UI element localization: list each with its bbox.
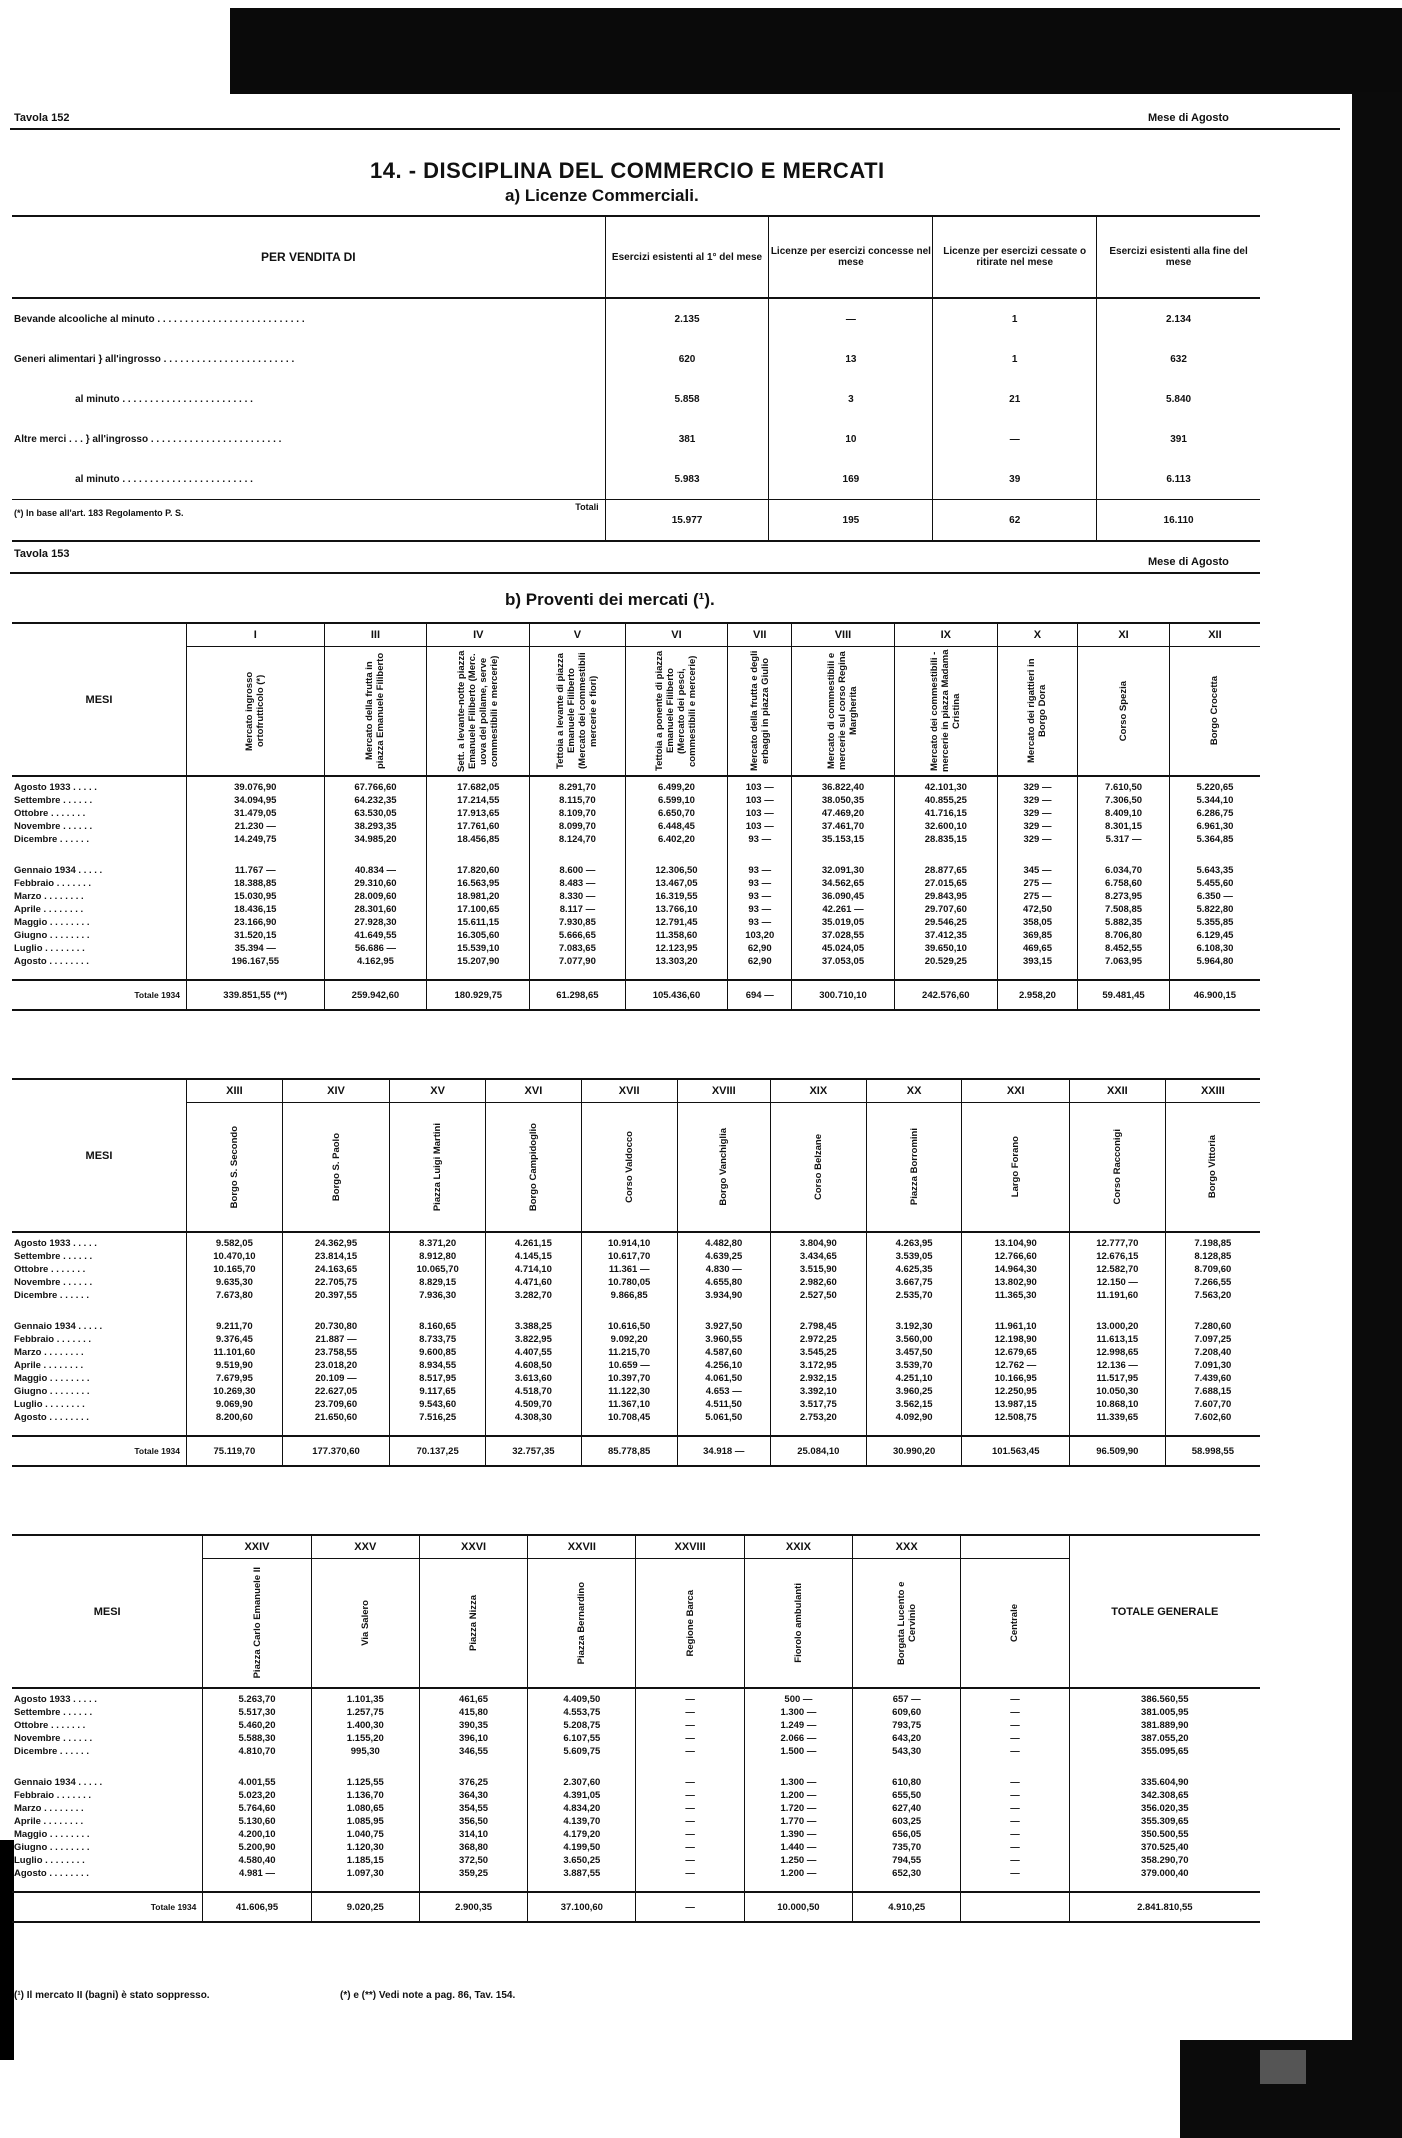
market-col-header: Corso Belzane	[770, 1103, 866, 1233]
table-row: Agosto 1933 . . . . . Settembre . . . . . . Ottobre . . . . . . . Novembre . . . . . . Dicembre . . . . . . 9.582,05 10.470,10 10.165,70 9.635,30 7.673,80 24.362,95 23.814,15 24.163,65 22.705,75 20.397,55 8.371,20 8.912,80 10.065,70 8.829,15 7.936,30 4.261,15 4.145,15 4.714,10 4.471,60 3.282,70 10.914,10 10.617,70 11.361 — 10.780,05 9.866,85 4.482,80 4.639,25 4.830 — 4.655,80 3.934,90 3.804,90 3.434,65 3.515,90 2.982,60 2.527,50 4.263,95 3.539,05 4.625,35 3.667,75 2.535,70 13.104,90 12.766,60 14.964,30 13.802,90 11.365,30 12.777,70 12.676,15 12.582,70 12.150 — 11.191,60 7.198,85 8.128,85 8.709,60 7.266,55 7.563,20	[12, 1232, 1260, 1316]
market-col-header: Piazza Nizza	[419, 1559, 527, 1689]
scan-bottom-corner	[1180, 2040, 1402, 2138]
market-col-header: Via Salero	[311, 1559, 419, 1689]
market-col-header: Piazza Carlo Emanuele II	[203, 1559, 311, 1689]
table-row: Agosto 1933 . . . . . Settembre . . . . . . Ottobre . . . . . . . Novembre . . . . . . Dicembre . . . . . . 5.263,70 5.517,30 5.460,20 5.588,30 4.810,70 1.101,35 1.257,75 1.400,30 1.155,20 995,30 461,65 415,80 390,35 396,10 346,55 4.409,50 4.553,75 5.208,75 6.107,55 5.609,75 — — — — — 500 — 1.300 — 1.249 — 2.066 — 1.500 — 657 — 609,60 793,75 643,20 543,30 — — — — — 386.560,55 381.005,95 381.889,90 387.055,20 355.095,65	[12, 1688, 1260, 1772]
licenze-row: Bevande alcooliche al minuto . . . . . . . . . . . . . . . . . . . . . . . . . . . 2.135 — 1 2.134	[12, 298, 1260, 339]
mesi-header: MESI	[12, 623, 187, 776]
total-row: Totale 1934 339.851,55 (**) 259.942,60 180.929,75 61.298,65 105.436,60 694 — 300.710,10 242.576,60 2.958,20 59.481,45 46.900,15	[12, 980, 1260, 1010]
market-col-header: Mercato dei rigattieri in Borgo Dora	[997, 647, 1077, 777]
col-licenze-cess: Licenze per esercizi cessate o ritirate nel mese	[933, 216, 1097, 298]
table-152-label: Tavola 152	[14, 112, 70, 124]
market-col-header: Regione Barca	[636, 1559, 744, 1689]
footnote-mercato-ii: (¹) Il mercato II (bagni) è stato soppresso.	[14, 1990, 210, 2001]
table-153-label: Tavola 153	[14, 548, 70, 560]
section-title: 14. - DISCIPLINA DEL COMMERCIO E MERCATI	[370, 158, 885, 183]
market-col-header: Borgo Vittoria	[1165, 1103, 1260, 1233]
mesi-header: MESI	[12, 1079, 187, 1232]
table-153-month: Mese di Agosto	[1148, 556, 1229, 568]
mesi-header: MESI	[12, 1535, 203, 1688]
market-col-header: Corso Valdocco	[581, 1103, 677, 1233]
scan-top-border	[0, 0, 1402, 92]
licenze-row: Altre merci . . . } all'ingrosso . . . . . . . . . . . . . . . . . . . . . . . . 381 10 — 391	[12, 419, 1260, 459]
licenze-row: al minuto . . . . . . . . . . . . . . . . . . . . . . . . 5.858 3 21 5.840	[12, 379, 1260, 419]
market-col-header: Mercato dei commestibili - mercerie in piazza Madama Cristina	[894, 647, 997, 777]
subtitle-licenze: a) Licenze Commerciali.	[505, 186, 699, 205]
total-row: Totale 1934 41.606,95 9.020,25 2.900,35 37.100,60 — 10.000,50 4.910,25 2.841.810,55	[12, 1892, 1260, 1922]
totali-label: Totali	[575, 502, 599, 512]
market-col-header: Tettoia a ponente di piazza Emanuele Filiberto (Mercato dei pesci, commestibili e mercerie)	[625, 647, 728, 777]
licenze-table	[12, 215, 1260, 542]
market-col-header: Tettoia a levante di piazza Emanuele Filiberto (Mercato dei commestibili mercerie e fiori)	[530, 647, 625, 777]
market-col-header: Piazza Borromini	[866, 1103, 962, 1233]
market-col-header: Corso Spezia	[1078, 647, 1170, 777]
market-col-header: Borgo S. Paolo	[282, 1103, 389, 1233]
total-row: Totale 1934 75.119,70 177.370,60 70.137,25 32.757,35 85.778,85 34.918 — 25.084,10 30.990,20 101.563,45 96.509,90 58.998,55	[12, 1436, 1260, 1466]
col-licenze-conc: Licenze per esercizi concesse nel mese	[769, 216, 933, 298]
market-col-header: Borgo S. Secondo	[187, 1103, 283, 1233]
market-col-header: Borgata Lucento e Cervinio	[853, 1559, 961, 1689]
proventi-table-2: MESI XIII XIV XV XVI XVII XVIII XIX XX XXI XXII XXIII Borgo S. Secondo Borgo S. Paolo Piazza Luigi Martini Borgo Campidoglio Corso Valdocco Borgo Vanchiglia Corso Belzane Piazza Borromini Largo Forano Corso Racconigi Borgo Vittoria Agosto 1933 . . . . . Settembre . . . . . . Ottobre . . . . . . . Novembre . . . . . . Dicembre . . . . . . 9.582,05 10.470,10 10.165,70 9.635,30 7.673,80 24.362,95 23.814,15 24.163,65 22.705,75 20.397,55 8.371,20 8.912,80 10.065,70 8.829,15 7.936,30 4.261,15 4.145,15 4.714,10 4.471,60 3.282,70 10.914,10 10.617,70 11.361 — 10.780,05 9.866,85 4.482,80 4.639,25 4.830 — 4.655,80 3.934,90 3.804,90 3.434,65 3.515,90 2.982,60 2.527,50 4.263,95 3.539,05 4.625,35 3.667,75 2.535,70 13.104,90 12.766,60 14.964,30 13.802,90 11.365,30 12.777,70 12.676,15 12.582,70 12.150 — 11.191,60 7.198,85 8.128,85 8.709,60 7.266,55 7.563,20 Gennaio 1934 . . . . . Febbraio . . . . . . . Marzo . . . . . . . . Aprile . . . . . . . . Maggio . . . . . . . . Giugno . . . . . . . . Luglio . . . . . . . . Agosto . . . . . . . . 9.211,70 9.376,45 11.101,60 9.519,90 7.679,95 10.269,30 9.069,90 8.200,60 20.730,80 21.887 — 23.758,55 23.018,20 20.109 — 22.627,05 23.709,60 21.650,60 8.160,65 8.733,75 9.600,85 8.934,55 8.517,95 9.117,65 9.543,60 7.516,25 3.388,25 3.822,95 4.407,55 4.608,50 3.613,60 4.518,70 4.509,70 4.308,30 10.616,50 9.092,20 11.215,70 10.659 — 10.397,70 11.122,30 11.367,10 10.708,45 3.927,50 3.960,55 4.587,60 4.256,10 4.061,50 4.653 — 4.511,50 5.061,50 2.798,45 2.972,25 3.545,25 3.172,95 2.932,15 3.392,10 3.517,75 2.753,20 3.192,30 3.560,00 3.457,50 3.539,70 4.251,10 3.960,25 3.562,15 4.092,90 11.961,10 12.198,90 12.679,65 12.762 — 10.166,95 12.250,95 13.987,15 12.508,75 13.000,20 11.613,15 12.998,65 12.136 — 11.517,95 10.050,30 10.868,10 11.339,65 7.280,60 7.097,25 7.208,40 7.091,30 7.439,60 7.688,15 7.607,70 7.602,60 Totale 1934 75.119,70 177.370,60 70.137,25 32.757,35 85.778,85 34.918 — 25.084,10 30.990,20 101.563,45 96.509,90 58.998,55	[12, 1078, 1260, 1467]
footnote-regolamento: (*) In base all'art. 183 Regolamento P. S.	[14, 508, 184, 518]
table-row: Gennaio 1934 . . . . . Febbraio . . . . . . . Marzo . . . . . . . . Aprile . . . . . . . . Maggio . . . . . . . . Giugno . . . . . . . . Luglio . . . . . . . . Agosto . . . . . . . . 4.001,55 5.023,20 5.764,60 5.130,60 4.200,10 5.200,90 4.580,40 4.981 — 1.125,55 1.136,70 1.080,65 1.085,95 1.040,75 1.120,30 1.185,15 1.097,30 376,25 364,30 354,55 356,50 314,10 368,80 372,50 359,25 2.307,60 4.391,05 4.834,20 4.139,70 4.179,20 4.199,50 3.650,25 3.887,55 — — — — — — — — 1.300 — 1.200 — 1.720 — 1.770 — 1.390 — 1.440 — 1.250 — 1.200 — 610,80 655,50 627,40 603,25 656,05 735,70 794,55 652,30 — — — — — — — — 335.604,90 342.308,65 356.020,35 355.309,65 350.500,55 370.525,40 358.290,70 379.000,40	[12, 1772, 1260, 1892]
proventi-table-3: MESI XXIV XXV XXVI XXVII XXVIII XXIX XXX TOTALE GENERALE Piazza Carlo Emanuele II Via Salero Piazza Nizza Piazza Bernardino Regione Barca Fiorolo ambulanti Borgata Lucento e Cervinio Centrale Agosto 1933 . . . . . Settembre . . . . . . Ottobre . . . . . . . Novembre . . . . . . Dicembre . . . . . . 5.263,70 5.517,30 5.460,20 5.588,30 4.810,70 1.101,35 1.257,75 1.400,30 1.155,20 995,30 461,65 415,80 390,35 396,10 346,55 4.409,50 4.553,75 5.208,75 6.107,55 5.609,75 — — — — — 500 — 1.300 — 1.249 — 2.066 — 1.500 — 657 — 609,60 793,75 643,20 543,30 — — — — — 386.560,55 381.005,95 381.889,90 387.055,20 355.095,65 Gennaio 1934 . . . . . Febbraio . . . . . . . Marzo . . . . . . . . Aprile . . . . . . . . Maggio . . . . . . . . Giugno . . . . . . . . Luglio . . . . . . . . Agosto . . . . . . . . 4.001,55 5.023,20 5.764,60 5.130,60 4.200,10 5.200,90 4.580,40 4.981 — 1.125,55 1.136,70 1.080,65 1.085,95 1.040,75 1.120,30 1.185,15 1.097,30 376,25 364,30 354,55 356,50 314,10 368,80 372,50 359,25 2.307,60 4.391,05 4.834,20 4.139,70 4.179,20 4.199,50 3.650,25 3.887,55 — — — — — — — — 1.300 — 1.200 — 1.720 — 1.770 — 1.390 — 1.440 — 1.250 — 1.200 — 610,80 655,50 627,40 603,25 656,05 735,70 794,55 652,30 — — — — — — — — 335.604,90 342.308,65 356.020,35 355.309,65 350.500,55 370.525,40 358.290,70 379.000,40 Totale 1934 41.606,95 9.020,25 2.900,35 37.100,60 — 10.000,50 4.910,25 2.841.810,55	[12, 1534, 1260, 1923]
market-col-header: Sett. a levante-notte piazza Emanuele Filiberto (Merc. uova del pollame, serve commestibili e mercerie)	[427, 647, 530, 777]
market-col-header: Borgo Crocetta	[1169, 647, 1260, 777]
market-col-header: Mercato della frutta in piazza Emanuele Filiberto	[324, 647, 427, 777]
market-col-header: Borgo Vanchiglia	[677, 1103, 770, 1233]
footnote-vedi-note: (*) e (**) Vedi note a pag. 86, Tav. 154.	[340, 1990, 516, 2001]
market-col-header: Piazza Luigi Martini	[390, 1103, 486, 1233]
proventi-table-1: MESI I III IV V VI VII VIII IX X XI XII Mercato ingrosso ortofrutticolo (*) Mercato della frutta in piazza Emanuele Filiberto Sett. a levante-notte piazza Emanuele Filiberto (Merc. uova del pollame, serve commestibili e mercerie) Tettoia a levante di piazza Emanuele Filiberto (Mercato dei commestibili mercerie e fiori) Tettoia a ponente di piazza Emanuele Filiberto (Mercato dei pesci, commestibili e mercerie) Mercato della frutta e degli erbaggi in piazza Giulio Mercato di commestibili e mercerie sul corso Regina Margherita Mercato dei commestibili - mercerie in piazza Madama Cristina Mercato dei rigattieri in Borgo Dora Corso Spezia Borgo Crocetta Agosto 1933 . . . . . Settembre . . . . . . Ottobre . . . . . . . Novembre . . . . . . Dicembre . . . . . . 39.076,90 34.094,95 31.479,05 21.230 — 14.249,75 67.766,60 64.232,35 63.530,05 38.293,35 34.985,20 17.682,05 17.214,55 17.913,65 17.761,60 18.456,85 8.291,70 8.115,70 8.109,70 8.099,70 8.124,70 6.499,20 6.599,10 6.650,70 6.448,45 6.402,20 103 — 103 — 103 — 103 — 93 — 36.822,40 38.050,35 47.469,20 37.461,70 35.153,15 42.101,30 40.855,25 41.716,15 32.600,10 28.835,15 329 — 329 — 329 — 329 — 329 — 7.610,50 7.306,50 8.409,10 8.301,15 5.317 — 5.220,65 5.344,10 6.286,75 6.961,30 5.364,85 Gennaio 1934 . . . . . Febbraio . . . . . . . Marzo . . . . . . . . Aprile . . . . . . . . Maggio . . . . . . . . Giugno . . . . . . . . Luglio . . . . . . . . Agosto . . . . . . . . 11.767 — 18.388,85 15.030,95 18.436,15 23.166,90 31.520,15 35.394 — 196.167,55 40.834 — 29.310,60 28.009,60 28.301,60 27.928,30 41.649,55 56.686 — 4.162,95 17.820,60 16.563,95 18.981,20 17.100,65 15.611,15 16.305,60 15.539,10 15.207,90 8.600 — 8.483 — 8.330 — 8.117 — 7.930,85 5.666,65 7.083,65 7.077,90 12.306,50 13.467,05 16.319,55 13.766,10 12.791,45 11.358,60 12.123,95 13.303,20 93 — 93 — 93 — 93 — 93 — 103,20 62,90 62,90 32.091,30 34.562,65 36.090,45 42.261 — 35.019,05 37.028,55 45.024,05 37.053,05 28.877,65 27.015,65 29.843,95 29.707,60 29.546,25 37.412,35 39.650,10 20.529,25 345 — 275 — 275 — 472,50 358,05 369,85 469,65 393,15 6.034,70 6.758,60 8.273,95 7.508,85 5.882,35 8.706,80 8.452,55 7.063,95 5.643,35 5.455,60 6.350 — 5.822,80 5.355,85 6.129,45 6.108,30 5.964,80 Totale 1934 339.851,55 (**) 259.942,60 180.929,75 61.298,65 105.436,60 694 — 300.710,10 242.576,60 2.958,20 59.481,45 46.900,15	[12, 622, 1260, 1011]
market-col-header: Centrale	[961, 1559, 1069, 1689]
rule-top	[10, 128, 1340, 130]
market-col-header: Fiorolo ambulanti	[744, 1559, 852, 1689]
scan-right-border	[1352, 92, 1402, 2138]
table-row: Gennaio 1934 . . . . . Febbraio . . . . . . . Marzo . . . . . . . . Aprile . . . . . . . . Maggio . . . . . . . . Giugno . . . . . . . . Luglio . . . . . . . . Agosto . . . . . . . . 11.767 — 18.388,85 15.030,95 18.436,15 23.166,90 31.520,15 35.394 — 196.167,55 40.834 — 29.310,60 28.009,60 28.301,60 27.928,30 41.649,55 56.686 — 4.162,95 17.820,60 16.563,95 18.981,20 17.100,65 15.611,15 16.305,60 15.539,10 15.207,90 8.600 — 8.483 — 8.330 — 8.117 — 7.930,85 5.666,65 7.083,65 7.077,90 12.306,50 13.467,05 16.319,55 13.766,10 12.791,45 11.358,60 12.123,95 13.303,20 93 — 93 — 93 — 93 — 93 — 103,20 62,90 62,90 32.091,30 34.562,65 36.090,45 42.261 — 35.019,05 37.028,55 45.024,05 37.053,05 28.877,65 27.015,65 29.843,95 29.707,60 29.546,25 37.412,35 39.650,10 20.529,25 345 — 275 — 275 — 472,50 358,05 369,85 469,65 393,15 6.034,70 6.758,60 8.273,95 7.508,85 5.882,35 8.706,80 8.452,55 7.063,95 5.643,35 5.455,60 6.350 — 5.822,80 5.355,85 6.129,45 6.108,30 5.964,80	[12, 860, 1260, 980]
licenze-row: al minuto . . . . . . . . . . . . . . . . . . . . . . . . 5.983 169 39 6.113	[12, 459, 1260, 500]
table-row: Agosto 1933 . . . . . Settembre . . . . . . Ottobre . . . . . . . Novembre . . . . . . Dicembre . . . . . . 39.076,90 34.094,95 31.479,05 21.230 — 14.249,75 67.766,60 64.232,35 63.530,05 38.293,35 34.985,20 17.682,05 17.214,55 17.913,65 17.761,60 18.456,85 8.291,70 8.115,70 8.109,70 8.099,70 8.124,70 6.499,20 6.599,10 6.650,70 6.448,45 6.402,20 103 — 103 — 103 — 103 — 93 — 36.822,40 38.050,35 47.469,20 37.461,70 35.153,15 42.101,30 40.855,25 41.716,15 32.600,10 28.835,15 329 — 329 — 329 — 329 — 329 — 7.610,50 7.306,50 8.409,10 8.301,15 5.317 — 5.220,65 5.344,10 6.286,75 6.961,30 5.364,85	[12, 776, 1260, 860]
subtitle-proventi: b) Proventi dei mercati (¹).	[505, 590, 715, 609]
table-152-month: Mese di Agosto	[1148, 112, 1229, 124]
col-per-vendita: PER VENDITA DI	[12, 216, 605, 298]
totale-generale-header: TOTALE GENERALE	[1069, 1535, 1260, 1688]
licenze-total-row: (*) In base all'art. 183 Regolamento P. S. Totali 15.977 195 62 16.110	[12, 500, 1260, 542]
market-col-header: Mercato di commestibili e mercerie sul corso Regina Margherita	[792, 647, 895, 777]
rule-153	[10, 572, 1260, 574]
licenze-row: Generi alimentari } all'ingrosso . . . . . . . . . . . . . . . . . . . . . . . . 620 13 1 632	[12, 339, 1260, 379]
table-row: Gennaio 1934 . . . . . Febbraio . . . . . . . Marzo . . . . . . . . Aprile . . . . . . . . Maggio . . . . . . . . Giugno . . . . . . . . Luglio . . . . . . . . Agosto . . . . . . . . 9.211,70 9.376,45 11.101,60 9.519,90 7.679,95 10.269,30 9.069,90 8.200,60 20.730,80 21.887 — 23.758,55 23.018,20 20.109 — 22.627,05 23.709,60 21.650,60 8.160,65 8.733,75 9.600,85 8.934,55 8.517,95 9.117,65 9.543,60 7.516,25 3.388,25 3.822,95 4.407,55 4.608,50 3.613,60 4.518,70 4.509,70 4.308,30 10.616,50 9.092,20 11.215,70 10.659 — 10.397,70 11.122,30 11.367,10 10.708,45 3.927,50 3.960,55 4.587,60 4.256,10 4.061,50 4.653 — 4.511,50 5.061,50 2.798,45 2.972,25 3.545,25 3.172,95 2.932,15 3.392,10 3.517,75 2.753,20 3.192,30 3.560,00 3.457,50 3.539,70 4.251,10 3.960,25 3.562,15 4.092,90 11.961,10 12.198,90 12.679,65 12.762 — 10.166,95 12.250,95 13.987,15 12.508,75 13.000,20 11.613,15 12.998,65 12.136 — 11.517,95 10.050,30 10.868,10 11.339,65 7.280,60 7.097,25 7.208,40 7.091,30 7.439,60 7.688,15 7.607,70 7.602,60	[12, 1316, 1260, 1436]
col-esercizi-iniz: Esercizi esistenti al 1° del mese	[605, 216, 769, 298]
market-col-header: Piazza Bernardino	[528, 1559, 636, 1689]
market-col-header: Largo Forano	[962, 1103, 1069, 1233]
market-col-header: Borgo Campidoglio	[486, 1103, 582, 1233]
col-esercizi-fine: Esercizi esistenti alla fine del mese	[1097, 216, 1260, 298]
market-col-header: Mercato ingrosso ortofrutticolo (*)	[187, 647, 325, 777]
market-col-header: Mercato della frutta e degli erbaggi in piazza Giulio	[728, 647, 792, 777]
market-col-header: Corso Racconigi	[1069, 1103, 1165, 1233]
